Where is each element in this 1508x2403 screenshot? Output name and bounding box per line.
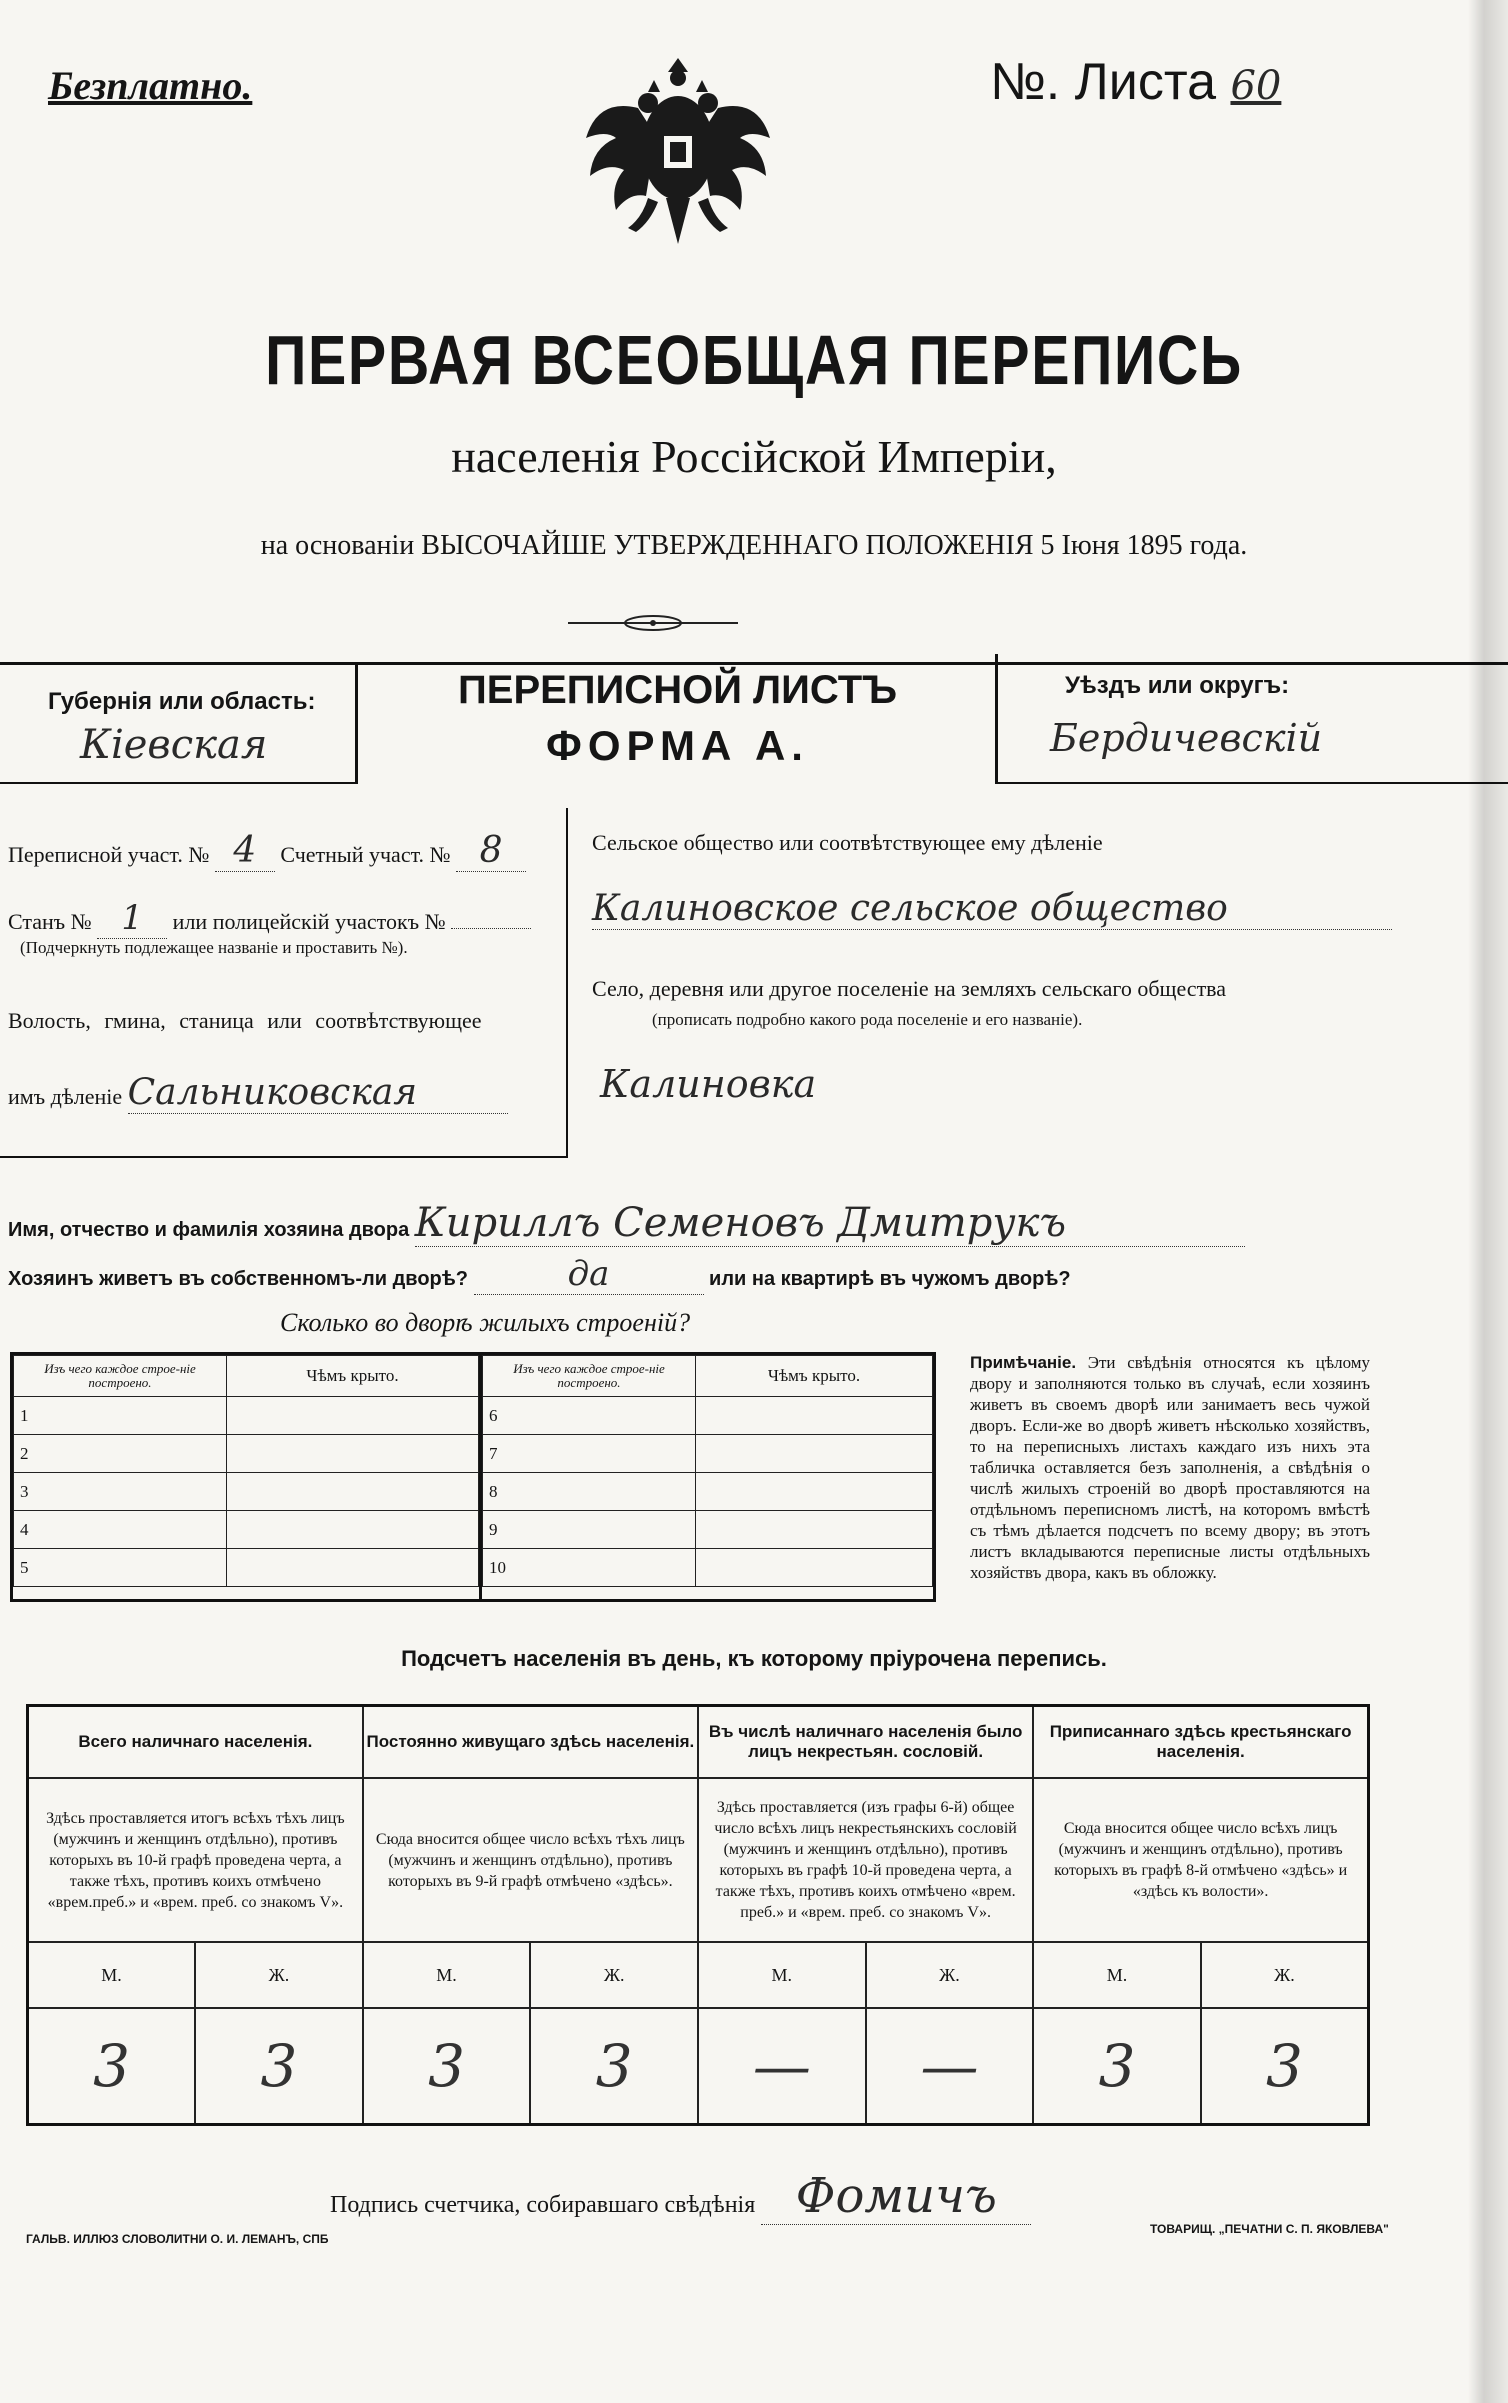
peasant-male-value: 3 [1033, 2008, 1201, 2125]
roof-cell [227, 1549, 479, 1587]
row-number: 7 [483, 1435, 696, 1473]
counting-area-value: 8 [456, 830, 526, 872]
male-label: М. [28, 1942, 196, 2008]
female-label: Ж. [1201, 1942, 1369, 2008]
census-area-value: 4 [215, 830, 275, 872]
note-block [970, 1352, 1370, 1583]
roof-header: Чѣмъ крыто. [227, 1356, 479, 1397]
printer-right: ТОВАРИЩ. „ПЕЧАТНИ С. П. ЯКОВЛЕВА" [1150, 2222, 1389, 2236]
printer-left: ГАЛЬВ. ИЛЛЮЗ СЛОВОЛИТНИ О. И. ЛЕМАНЪ, СПБ [26, 2232, 329, 2246]
non-peasant-female-value: — [866, 2008, 1034, 2125]
society-value: Калиновское сельское общество [592, 888, 1392, 930]
roof-cell [696, 1511, 933, 1549]
non-peasant-male-value: — [698, 2008, 866, 2125]
roof-header-2: Чѣмъ крыто. [696, 1356, 933, 1397]
counting-area-label: Счетный участ. № [280, 842, 451, 867]
table-row [483, 1435, 933, 1473]
table-row [14, 1435, 479, 1473]
table-row [14, 1473, 479, 1511]
female-label: Ж. [195, 1942, 363, 2008]
double-headed-eagle-emblem [578, 48, 778, 258]
form-title: ПЕРЕПИСНОЙ ЛИСТЪ [458, 668, 897, 712]
row-number: 4 [14, 1511, 227, 1549]
col-peasant-desc: Сюда вносится общее число всѣхъ лицъ (мужчинъ и женщинъ отдѣльно), противъ которыхъ въ графѣ 8-й отмѣчено «здѣсь» и «здѣсь къ волости». [1033, 1778, 1368, 1942]
district-label: Уѣздъ или округъ: [1065, 672, 1290, 699]
volost-field [8, 1072, 508, 1114]
row-number: 2 [14, 1435, 227, 1473]
scan-edge [1468, 0, 1508, 2403]
residence-label: Хозяинъ живетъ въ собственномъ-ли дворѣ? [8, 1268, 469, 1290]
col-peasant-header: Приписаннаго здѣсь крестьянскаго населенія. [1033, 1706, 1368, 1779]
roof-cell [696, 1435, 933, 1473]
material-header-2: Изъ чего каждое строе-ніе построено. [483, 1356, 696, 1397]
basis-line: на основаніи ВЫСОЧАЙШЕ УТВЕРЖДЕННАГО ПОЛОЖЕНІЯ 5 Іюня 1895 года. [260, 530, 1248, 561]
residence-label-2: или на квартирѣ въ чужомъ дворѣ? [709, 1268, 1071, 1290]
table-row [483, 1473, 933, 1511]
male-label: М. [698, 1942, 866, 2008]
peasant-female-value: 3 [1201, 2008, 1369, 2125]
stan-label: Станъ № [8, 909, 92, 934]
sheet-number-value: 60 [1230, 63, 1282, 109]
col-non-peasant-desc: Здѣсь проставляется (изъ графы 6-й) общее число всѣхъ лицъ некрестьянскихъ сословій (мужчинъ и женщинъ отдѣльно), противъ которыхъ въ графѣ 10-й проведена черта, а также тѣхъ, противъ коихъ отмѣчено «врем. преб.» и «врем. преб. со знакомъ V». [698, 1778, 1033, 1942]
male-label: М. [1033, 1942, 1201, 2008]
census-area-label: Переписной участ. № [8, 842, 210, 867]
society-label: Сельское общество или соотвѣтствующее ему дѣленіе [592, 830, 1103, 855]
roof-cell [696, 1549, 933, 1587]
roof-cell [227, 1511, 479, 1549]
note-lead: Примѣчаніе. [970, 1353, 1077, 1372]
row-number: 9 [483, 1511, 696, 1549]
volost-label: Волость, гмина, станица или соотвѣтствующее [8, 1008, 482, 1033]
row-number: 5 [14, 1549, 227, 1587]
village-label: Село, деревня или другое поселеніе на земляхъ сельскаго общества [592, 976, 1227, 1001]
owner-field [8, 1200, 1245, 1247]
table-row [14, 1397, 479, 1435]
underline-note: (Подчеркнуть подлежащее названіе и проставить №). [20, 938, 408, 957]
table-row [483, 1397, 933, 1435]
col-permanent-header: Постоянно живущаго здѣсь населенія. [363, 1706, 698, 1779]
row-number: 10 [483, 1549, 696, 1587]
table-row [14, 1511, 479, 1549]
roof-cell [696, 1473, 933, 1511]
total-female-value: 3 [195, 2008, 363, 2125]
row-number: 6 [483, 1397, 696, 1435]
population-table [26, 1704, 1370, 2126]
buildings-question: Сколько во дворѣ жилыхъ строеній? [280, 1308, 691, 1337]
district-value: Бердичевскій [1050, 716, 1323, 760]
sheet-number [990, 52, 1281, 112]
residence-field [8, 1254, 1071, 1295]
material-header: Изъ чего каждое строе-ніе построено. [14, 1356, 227, 1397]
population-title: Подсчетъ населенія въ день, къ которому пріурочена перепись. [401, 1646, 1107, 1671]
police-label: или полицейскій участокъ № [172, 909, 446, 934]
permanent-female-value: 3 [530, 2008, 698, 2125]
col-total-desc: Здѣсь проставляется итогъ всѣхъ тѣхъ лицъ (мужчинъ и женщинъ отдѣльно), противъ которыхъ въ 10-й графѣ проведена черта, а также тѣхъ, противъ коихъ отмѣчено «врем.преб.» и «врем. преб. со знакомъ V». [28, 1778, 363, 1942]
table-row [483, 1511, 933, 1549]
ornament-divider [568, 612, 738, 634]
row-number: 8 [483, 1473, 696, 1511]
residence-value: да [474, 1254, 704, 1295]
roof-cell [227, 1397, 479, 1435]
row-number: 3 [14, 1473, 227, 1511]
signature-value: Фомичъ [761, 2168, 1031, 2225]
roof-cell [696, 1397, 933, 1435]
owner-label: Имя, отчество и фамилія хозяина двора [8, 1219, 410, 1241]
col-total-header: Всего наличнаго населенія. [28, 1706, 363, 1779]
owner-value: Кириллъ Семеновъ Дмитрукъ [415, 1200, 1245, 1247]
volost-value: Сальниковская [128, 1072, 508, 1114]
census-area-field [8, 830, 526, 872]
signature-label: Подпись счетчика, собиравшаго свѣдѣнія [330, 2192, 756, 2218]
signature-field [330, 2168, 1031, 2225]
note-text: Эти свѣдѣнія относятся къ цѣлому двору и заполняются только въ случаѣ, если хозяинъ живетъ въ своемъ дворѣ или занимаетъ весь чужой дворъ. Если-же во дворѣ живетъ нѣсколько хозяйствъ, то на переписныхъ листахъ каждаго изъ нихъ эта табличка оставляется безъ заполненія, а свѣдѣнія о числѣ жилыхъ строеній во дворѣ проставляются на отдѣльномъ переписномъ листѣ, на которомъ вмѣстѣ съ тѣмъ дѣлается подсчетъ по всему двору; въ этотъ листъ вкладываются переписные листы отдѣльныхъ хозяйствъ двора, какъ въ обложку. [970, 1353, 1371, 1582]
female-label: Ж. [866, 1942, 1034, 2008]
province-label: Губернія или область: [48, 688, 316, 715]
col-permanent-desc: Сюда вносится общее число всѣхъ тѣхъ лицъ (мужчинъ и женщинъ отдѣльно), противъ которыхъ въ 9-й графѣ отмѣчено «здѣсь». [363, 1778, 698, 1942]
row-number: 1 [14, 1397, 227, 1435]
table-row [14, 1549, 479, 1587]
buildings-table [10, 1352, 936, 1602]
female-label: Ж. [530, 1942, 698, 2008]
table-row [483, 1549, 933, 1587]
roof-cell [227, 1435, 479, 1473]
sheet-number-label: №. Листа [990, 53, 1217, 111]
village-note: (прописать подробно какого рода поселеніе и его названіе). [652, 1010, 1083, 1029]
total-male-value: 3 [28, 2008, 196, 2125]
province-value: Кіевская [80, 722, 268, 768]
male-label: М. [363, 1942, 531, 2008]
page-title: ПЕРВАЯ ВСЕОБЩАЯ ПЕРЕПИСЬ [265, 321, 1243, 399]
village-value: Калиновка [600, 1062, 817, 1106]
page-subtitle: населенія Россійской Имперіи, [451, 431, 1057, 482]
stan-field [8, 898, 531, 939]
volost-label-2: имъ дѣленіе [8, 1084, 123, 1109]
col-non-peasant-header: Въ числѣ наличнаго населенія было лицъ некрестьян. сословій. [698, 1706, 1033, 1779]
form-name: ФОРМА А. [546, 722, 809, 769]
stan-value: 1 [97, 898, 167, 939]
roof-cell [227, 1473, 479, 1511]
free-label: Безплатно. [48, 63, 253, 108]
permanent-male-value: 3 [363, 2008, 531, 2125]
